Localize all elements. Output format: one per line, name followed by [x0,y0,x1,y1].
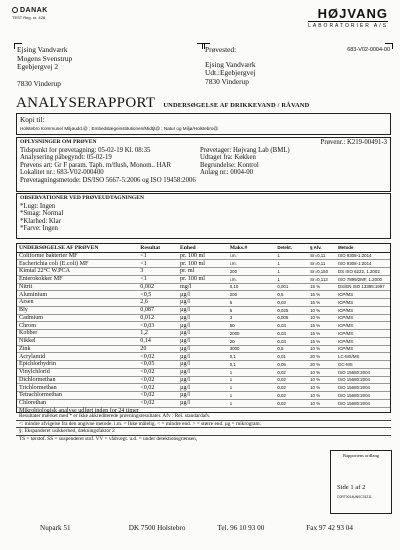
table-cell: pr. ml [178,268,228,276]
table-cell: ICP/MS [336,314,390,322]
footnote: TS = tørstof. SS = suspenderet stof. VV = vådvægt. u.d. = under detektionsgrænsen, [19,435,198,442]
table-cell: Nikkel [17,337,138,345]
table-cell: <0,05 [138,361,178,369]
company-logo-sub: LABORATORIER A/S [308,23,388,29]
table-row [17,368,390,376]
table-cell: 2000 [228,330,276,338]
table-cell: Chrom [17,322,138,330]
table-cell: 20 [228,337,276,345]
sample-info-box [16,137,391,192]
table-cell: µg/l [178,330,228,338]
table-cell: 1 [228,368,276,376]
crown-icon [12,7,18,13]
table-note: Mikrobiologisk analyse udført inden for 24 timer [19,408,139,415]
table-cell: µg/l [178,291,228,299]
footer-city: DK 7500 Holstebro [128,524,186,532]
table-row [17,384,390,392]
column-header: Metode [336,244,390,252]
table-cell: 0,087 [138,306,178,314]
table-cell: 0,03 [275,322,308,330]
recipient-line: Ejsing Vandværk [17,45,68,54]
table-cell: Escherichia coli (E.coli) MF [17,260,138,268]
provested-line: Udt.:Egebjergvej [205,68,256,78]
table-cell: Enterokokker MF [17,275,138,283]
table-cell: 1 [275,268,308,276]
table-row [17,283,390,291]
footer-fax: Fax 97 42 93 04 [306,524,353,532]
table-cell: µg/l [178,392,228,400]
table-cell: <1 [138,275,178,283]
table-cell: 0,03 [275,337,308,345]
observations-box [16,193,391,239]
table-cell: 1 [275,275,308,283]
table-cell: ICP/MS [336,322,390,330]
table-cell: Arsen [17,299,138,307]
table-cell: <1 [138,260,178,268]
table-cell: ISO 15680:2004 [336,384,390,392]
observation-item: *Smag: Normal [20,210,64,218]
table-cell: ISO 15680:2004 [336,392,390,400]
table-cell: 10 % [308,399,336,407]
table-cell: Nitrit [17,283,138,291]
table-row [17,291,390,299]
table-cell: Sr=0,150 [308,268,336,276]
sample-info-right: Udtaget fra: Køkken [200,154,256,162]
table-cell: 0,03 [275,299,308,307]
recipient-address [17,46,202,89]
table-cell: DS/EN ISO 13395:1997 [336,283,390,291]
table-cell: µg/l [178,353,228,361]
table-cell: µg/l [178,361,228,369]
table-cell: 5 [228,306,276,314]
table-cell: ISO 15680:2004 [336,368,390,376]
recipient-line: Egebjergvej 2 [17,62,59,72]
table-cell: 0,012 [138,314,178,322]
footnote: Resultater mærket med * er ikke akkrediterede prøvningsresultater. Afv : Rel. standardafv. [16,413,391,421]
table-cell: Epichlorhydrin [17,361,138,369]
table-cell: 0,005 [275,314,308,322]
recipient-line: Mogens Svenstrup [17,53,73,63]
column-header: Enhed [178,244,228,252]
table-cell: Bly [17,306,138,314]
table-cell: 15 % [308,291,336,299]
sample-info-left: Analysering påbegyndt: 05-02-19 [20,154,112,162]
table-cell: µg/l [178,337,228,345]
table-cell: Tetrachlormethan [17,392,138,400]
table-row [17,399,390,407]
table-cell: 1 [228,376,276,384]
table-cell: 20 % [308,361,336,369]
table-cell: Sr=0,11 [308,252,336,260]
copy-to-box [16,113,391,135]
table-row [17,392,390,400]
provested-address [205,46,390,86]
table-cell: Dichlormethan [17,376,138,384]
sampling-standard: Prøvetagningsmetode: DS/ISO 5667-5:2006 og ISO 19458:2006 [20,176,196,184]
table-cell: Kobber [17,330,138,338]
table-cell: 200 [228,268,276,276]
table-cell: µg/l [178,306,228,314]
table-cell: <0,02 [138,399,178,407]
table-cell: 15 % [308,322,336,330]
table-cell: 0,02 [275,384,308,392]
table-cell: <0,02 [138,384,178,392]
table-row [17,361,390,369]
table-row [17,252,390,260]
table-cell: 0,002 [138,283,178,291]
danak-logo [12,7,72,20]
table-cell: Chlorethan [17,399,138,407]
table-cell: 0,1 [228,353,276,361]
table-cell: Sr=0,113 [308,275,336,283]
table-cell: µg/l [178,384,228,392]
table-cell: µg/l [178,322,228,330]
table-cell: 0,1 [228,361,276,369]
sample-info-right: Anlæg nr.: 0004-00 [200,169,254,177]
copy-to-text: Holstebro Kommune/ Miljøudd.@ ; Embedslægeinstitutionen/Midtjt@ ; Natur og Miljø/Holstebro@ [20,126,219,131]
table-cell: 0,001 [275,283,308,291]
table-cell: 0,5 [275,345,308,353]
copy-to-label: Kopi til: [20,115,45,124]
table-cell: <0,02 [138,376,178,384]
footnote: §: Ekspanderet usikkerhed, dækningsfaktor 2 [16,428,391,436]
signature-label: Rapportens ordlang [342,453,380,458]
table-cell: 0,02 [275,392,308,400]
table-cell: µg/l [178,345,228,353]
table-cell: 5 [228,299,276,307]
table-row [17,306,390,314]
danak-reg-number: TEST Reg. nr. 428 [12,15,46,20]
table-cell: <1 [138,252,178,260]
company-logo-name: HØJVANG [317,6,388,21]
table-cell: 10 % [308,314,336,322]
results-table [17,244,390,415]
sample-info-header: OPLYSNINGER OM PRØVEN [20,139,97,145]
table-cell: ICP/MS [336,306,390,314]
table-cell: Zink [17,345,138,353]
column-header: § Afv. [308,244,336,252]
table-cell: Aluminium [17,291,138,299]
provested-label: Prøvested: [205,45,237,54]
bracket-mark [14,43,22,49]
table-cell: LC-MS/MS [336,353,390,361]
page-title: ANALYSERAPPORT [16,95,156,111]
table-cell: ISO 7899/2MF, 1.2000 [336,275,390,283]
page-number: Side 1 af 2 [337,484,366,491]
table-cell: 3000 [228,345,276,353]
table-cell: 10 % [308,376,336,384]
table-row [17,345,390,353]
table-cell: 0,05 [275,361,308,369]
table-cell: DS ISO 6222, 1.2002 [336,268,390,276]
bracket-mark [385,43,393,49]
bracket-mark [202,43,210,49]
table-cell: µg/l [178,376,228,384]
table-cell: 1 [228,384,276,392]
table-cell: <0,5 [138,291,178,299]
observation-item: *Farve: Ingen [20,225,58,233]
table-cell: 0,10 [228,283,276,291]
table-cell: Coliforme bakterier MF [17,252,138,260]
table-cell: 3 [138,268,178,276]
table-cell: <0,02 [138,353,178,361]
table-cell: 200 [228,291,276,299]
observation-item: *Klarhed: Klar [20,217,61,225]
sample-info-right: Begrundelse: Kontrol [200,161,259,169]
table-row [17,322,390,330]
observation-item: *Lugt: Ingen [20,202,56,210]
table-cell: 0,02 [275,376,308,384]
document-code: C0RT0014UN0C31211 [337,495,372,499]
table-cell: 1 [275,260,308,268]
table-cell: µg/l [178,368,228,376]
table-cell: µg/l [178,314,228,322]
table-cell: 15 % [308,283,336,291]
column-header: Resultat [138,244,178,252]
table-cell: 0,01 [275,353,308,361]
table-cell: ICP/MS [336,337,390,345]
signature-box [330,450,392,514]
table-row [17,299,390,307]
table-cell: pr. 100 ml [178,275,228,283]
danak-logo-text: DANAK [20,7,48,14]
column-header: Maks.# [228,244,276,252]
table-cell: 0,14 [138,337,178,345]
table-cell: 20 [138,345,178,353]
table-cell: Acrylamid [17,353,138,361]
table-cell: mg/l [178,283,228,291]
table-cell: 0,03 [275,330,308,338]
table-cell: 1,2 [138,330,178,338]
table-cell: <0,03 [138,322,178,330]
table-cell: ICP/MS [336,345,390,353]
footer-phone: Tel. 96 10 93 00 [217,524,265,532]
table-cell: 0,02 [275,399,308,407]
table-cell: 0,025 [275,306,308,314]
table-cell: ISO 15680:2004 [336,376,390,384]
table-cell: pr. 100 ml [178,260,228,268]
table-row [17,337,390,345]
table-cell: µg/l [178,399,228,407]
table-cell: 10 % [308,384,336,392]
table-cell: pr. 100 ml [178,252,228,260]
sample-info-left: Lokalitet nr.: 683-V02-000400 [20,169,104,177]
table-cell: Cadmium [17,314,138,322]
sample-info-left: Prøvens art: Gr F param. Taph. m/flush, Monom.. HAR [20,161,171,169]
footer-address: Nupark 51 [40,524,71,532]
table-row [17,376,390,384]
provested-number: 683-V02-0004-00 [347,47,390,53]
table-cell: Trichlormethan [17,384,138,392]
table-cell: i.m. [228,252,276,260]
table-row [17,275,390,283]
company-logo [308,6,388,29]
results-header-row [17,244,390,252]
table-cell: 0,02 [275,368,308,376]
table-cell: <0,02 [138,392,178,400]
table-cell: GC-MS [336,361,390,369]
table-cell: 50 [228,322,276,330]
column-header: Detekt. [275,244,308,252]
table-cell: 15 % [308,299,336,307]
column-header: UNDERSØGELSE AF PRØVEN [17,244,138,252]
table-cell: 0,5 [275,291,308,299]
table-row [17,268,390,276]
table-row [17,353,390,361]
table-cell: ISO 15680:2004 [336,399,390,407]
table-cell: i.m. [228,275,276,283]
table-row [17,314,390,322]
page-subtitle: UNDERSØGELSE AF DRIKKEVAND / RÅVAND [163,102,310,109]
table-cell: 1 [228,392,276,400]
table-cell: Vinylchlorid [17,368,138,376]
footer [40,524,395,532]
table-cell: 10 % [308,368,336,376]
recipient-line: 7830 Vinderup [17,79,61,89]
table-cell: 1 [275,252,308,260]
table-cell: 20 % [308,353,336,361]
table-cell: ISO 9308-1:2014 [336,252,390,260]
sample-info-right: Prøvetager: Højvang Lab (BML) [200,146,290,154]
table-row [17,330,390,338]
table-cell: ICP/MS [336,299,390,307]
table-cell: 2,6 [138,299,178,307]
table-cell: 1 [228,399,276,407]
table-cell: 10 % [308,306,336,314]
table-cell: 10 % [308,392,336,400]
provested-line: 7830 Vinderup [205,76,249,86]
table-cell: <0,02 [138,368,178,376]
results-table-box [16,243,391,413]
footnotes [16,413,391,442]
table-cell: 10 % [308,345,336,353]
table-cell: 15 % [308,337,336,345]
table-cell: 15 % [308,330,336,338]
footnote: <: mindre afvigelse fra den angivne metode. i.m. = Ikke målelig. < = mindre end. > = større end. µg = mikrogram. [16,421,391,429]
observations-header: OBSERVATIONER VED PRØVEUDTAGNINGEN [20,195,145,201]
sample-info-left: Tidspunkt for prøvetagning: 05-02-19 Kl. 08:35 [20,146,151,154]
table-cell: Kimtal 22°C W.PCA [17,268,138,276]
provested-line: Ejsing Vandværk [205,59,256,69]
table-cell: ICP/MS [336,330,390,338]
table-cell: i.m. [228,260,276,268]
sample-number: Prøvenr.: K219-00491-3 [320,139,387,146]
table-cell: µg/l [178,299,228,307]
table-cell: Sr=0,11 [308,260,336,268]
table-cell: 3 [228,314,276,322]
table-cell: ISO 9308-1:2014 [336,260,390,268]
table-row [17,260,390,268]
table-cell: ICP/MS [336,291,390,299]
